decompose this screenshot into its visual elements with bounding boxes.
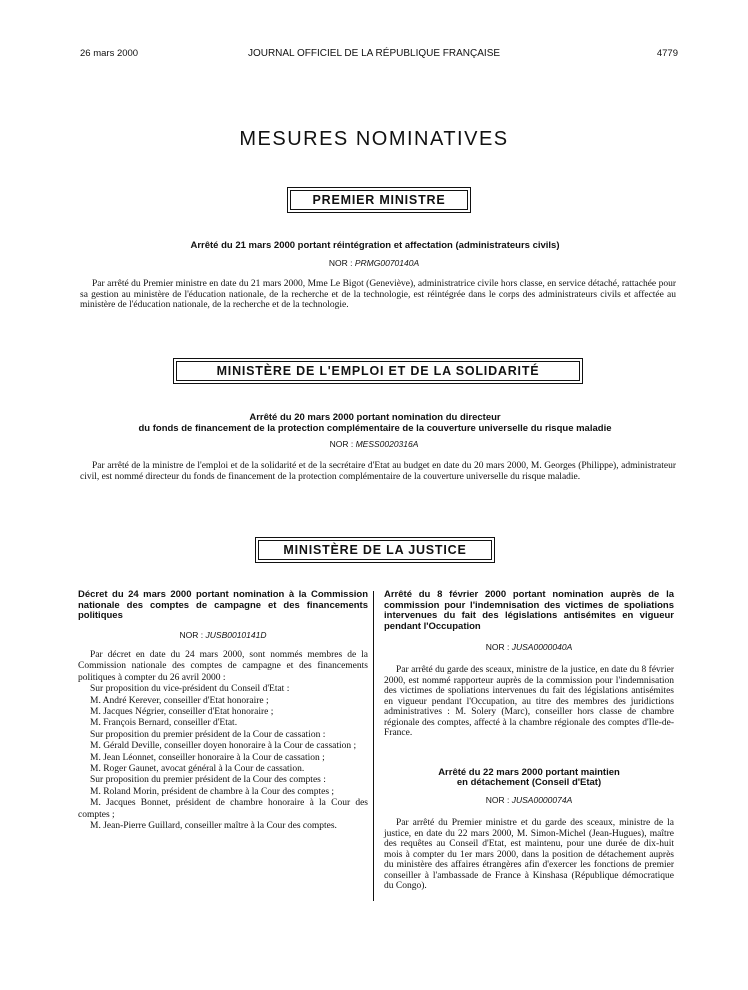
main-title: MESURES NOMINATIVES [239, 128, 509, 150]
arrete-title-line1: Arrêté du 22 mars 2000 portant maintien [438, 767, 620, 778]
list-item: Sur proposition du premier président de la Cour de cassation : [90, 729, 326, 740]
section-heading-justice: MINISTÈRE DE LA JUSTICE [258, 540, 492, 560]
section-heading-emploi: MINISTÈRE DE L'EMPLOI ET DE LA SOLIDARITÉ [176, 361, 580, 381]
section-heading-premier-ministre: PREMIER MINISTRE [290, 190, 468, 210]
arrete-title: Arrêté du 21 mars 2000 portant réintégration et affectation (administrateurs civils) [190, 240, 560, 251]
list-item: M. Roger Gaunet, avocat général à la Cour de cassation. [90, 764, 305, 775]
nor-reference: NOR : JUSB0010141D [179, 630, 267, 640]
list-item: M. Jean-Pierre Guillard, conseiller maître à la Cour des comptes. [90, 821, 337, 832]
column-divider [373, 591, 374, 901]
list-item: M. Gérald Deville, conseiller doyen honoraire à la Cour de cassation ; [90, 741, 357, 752]
arrete-title-line2: en détachement (Conseil d'Etat) [456, 777, 602, 788]
list-item: M. Roland Morin, président de chambre à la Cour des comptes ; [90, 786, 335, 797]
arrete-title-line2: du fonds de financement de la protection complémentaire de la couverture universelle du risque maladie [138, 423, 612, 434]
arrete-text: Par arrêté de la ministre de l'emploi et de la solidarité et de la secrétaire d'Etat au budget en date du 20 mars 2000, M. Georges (Philippe), administrateur civil, est nommé directeur du fonds de financement de la protection complémentaire de la couverture universelle du risque maladie. [80, 461, 676, 482]
arrete-title: Arrêté du 8 février 2000 portant nomination auprès de la commission pour l'indemnisation des victimes de spoliations intervenues du fait des législations antisémites en vigueur pendant l'Occupation [384, 589, 674, 632]
list-item: M. Jacques Bonnet, président de chambre honoraire à la Cour des comptes ; [78, 798, 368, 820]
list-item: Sur proposition du vice-président du Conseil d'Etat : [90, 684, 290, 695]
journal-title: JOURNAL OFFICIEL DE LA RÉPUBLIQUE FRANÇAISE [247, 48, 501, 59]
list-item: M. Jacques Négrier, conseiller d'Etat honoraire ; [90, 707, 274, 718]
list-item: M. François Bernard, conseiller d'Etat. [90, 718, 238, 729]
nor-reference: NOR : PRMG0070140A [328, 258, 420, 268]
decret-intro: Par décret en date du 24 mars 2000, sont nommés membres de la Commission nationale des comptes de campagne et des financements politiques à compter du 26 avril 2000 : [78, 650, 368, 683]
list-item: M. André Kerever, conseiller d'Etat honoraire ; [90, 695, 269, 706]
nor-reference: NOR : JUSA0000074A [485, 795, 573, 805]
page-number: 4779 [656, 48, 678, 59]
arrete-text: Par arrêté du Premier ministre et du garde des sceaux, ministre de la justice, en date du 22 mars 2000, M. Simon-Michel (Jean-Hugues), maître des requêtes au Conseil d'Etat, est maintenu, pour une durée de dix-huit mois à compter du 1er mars 2000, dans la position de détachement auprès du ministère des affaires étrangères afin d'exercer les fonctions de premier conseiller à l'ambassade de France à Kinshasa (République démocratique du Congo). [384, 818, 674, 891]
arrete-text: Par arrêté du garde des sceaux, ministre de la justice, en date du 8 février 2000, est nommé rapporteur auprès de la commission pour l'indemnisation des victimes de spoliations intervenues du fait des législations antisémites en vigueur pendant l'Occupation, au titre des membres des juridictions administratives : M. Solery (Marc), conseiller hors classe de chambre régionale des comptes, affecté à la chambre régionale des comptes d'Ile-de-France. [384, 665, 674, 738]
nor-reference: NOR : MESS0020316A [329, 439, 419, 449]
list-item: Sur proposition du premier président de la Cour des comptes : [90, 775, 326, 786]
decret-body [78, 650, 368, 833]
nor-reference: NOR : JUSA0000040A [485, 642, 573, 652]
arrete-text: Par arrêté du Premier ministre en date du 21 mars 2000, Mme Le Bigot (Geneviève), administratrice civile hors classe, en service détaché, rattachée pour sa gestion au ministère de l'éducation nationale, de la recherche et de la technologie, est réintégrée dans le corps des administrateurs civils et affectée au ministère de l'éducation nationale, de la recherche et de la technologie. [80, 279, 676, 310]
decret-title: Décret du 24 mars 2000 portant nomination à la Commission nationale des comptes de campagne et des financements politiques [78, 589, 368, 621]
header-date: 26 mars 2000 [80, 48, 139, 59]
list-item: M. Jean Léonnet, conseiller honoraire à la Cour de cassation ; [90, 752, 325, 763]
arrete-title-line1: Arrêté du 20 mars 2000 portant nomination du directeur [249, 412, 501, 423]
